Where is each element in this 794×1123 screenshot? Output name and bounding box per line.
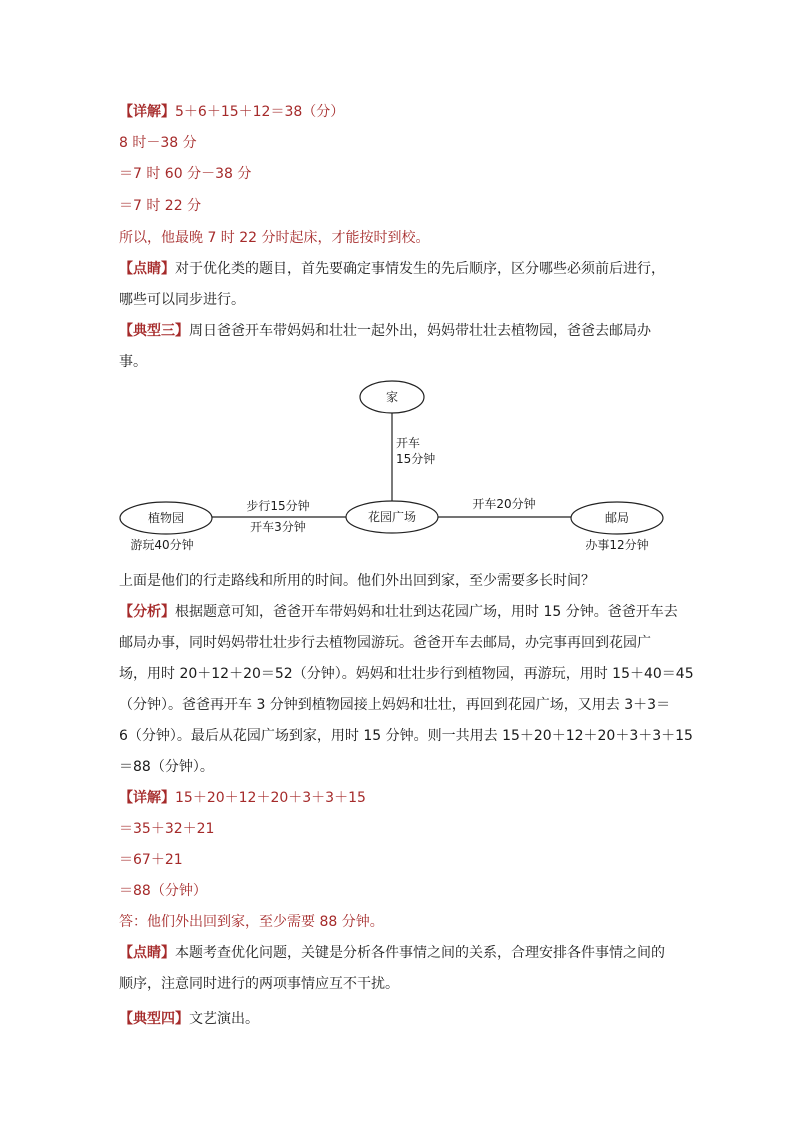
example3-line-1: 【典型三】周日爸爸开车带妈妈和壮壮一起外出，妈妈带壮壮去植物园，爸爸去邮局办 xyxy=(119,323,651,339)
home-drive-label: 开车 xyxy=(396,436,421,450)
garden-square-label: 花园广场 xyxy=(367,510,417,524)
example3-line-2: 事。 xyxy=(119,354,147,370)
tip2-line-2: 顺序，注意同时进行的两项事情应互不干扰。 xyxy=(119,976,399,992)
tip2-tag: 【点睛】 xyxy=(119,945,175,961)
analysis-line-3: 场，用时 20＋12＋20＝52（分钟）。妈妈和壮壮步行到植物园，再游玩，用时 15＋40＝45 xyxy=(119,666,694,682)
detail2-line-1: 【详解】15＋20＋12＋20＋3＋3＋15 xyxy=(119,790,366,806)
detail2-answer: 答：他们外出回到家，至少需要 88 分钟。 xyxy=(119,914,384,930)
botanical-garden-label: 植物园 xyxy=(147,511,185,525)
detail-line-1: 【详解】5＋6＋15＋12＝38（分） xyxy=(119,104,345,120)
example4-line: 【典型四】文艺演出。 xyxy=(119,1011,259,1027)
tip2-line-1: 【点睛】本题考查优化问题，关键是分析各件事情之间的关系，合理安排各件事情之间的 xyxy=(119,945,665,961)
drive3-label: 开车3分钟 xyxy=(250,520,306,534)
post-office-label: 邮局 xyxy=(604,511,630,525)
drive20-label: 开车20分钟 xyxy=(472,497,536,511)
walk-label: 步行15分钟 xyxy=(246,499,310,513)
analysis-line-4: （分钟）。爸爸再开车 3 分钟到植物园接上妈妈和壮壮，再回到花园广场，又用去 3＋3＝ xyxy=(119,697,671,713)
analysis-tag: 【分析】 xyxy=(119,604,175,620)
detail-line-3: ＝7 时 60 分－38 分 xyxy=(119,166,252,182)
tip-tag: 【点睛】 xyxy=(119,261,175,277)
answer-line: 所以，他最晚 7 时 22 分时起床，才能按时到校。 xyxy=(119,230,430,246)
question-line: 上面是他们的行走路线和所用的时间。他们外出回到家，至少需要多长时间？ xyxy=(119,573,595,589)
detail-line-2: 8 时－38 分 xyxy=(119,135,197,151)
detail-tag: 【详解】 xyxy=(119,104,175,120)
analysis-line-6: ＝88（分钟）。 xyxy=(119,759,214,775)
detail2-line-3: ＝67＋21 xyxy=(119,852,183,868)
detail2-tag: 【详解】 xyxy=(119,790,175,806)
detail2-line-4: ＝88（分钟） xyxy=(119,883,207,899)
example3-tag: 【典型三】 xyxy=(119,323,189,339)
analysis-line-2: 邮局办事，同时妈妈带壮壮步行去植物园游玩。爸爸开车去邮局，办完事再回到花园广 xyxy=(119,635,651,651)
play-time-label: 游玩40分钟 xyxy=(130,538,194,552)
tip-line-1: 【点睛】对于优化类的题目，首先要确定事情发生的先后顺序，区分哪些必须前后进行， xyxy=(119,261,665,277)
home-time-label: 15分钟 xyxy=(396,452,436,466)
errand-time-label: 办事12分钟 xyxy=(585,538,649,552)
detail2-line-2: ＝35＋32＋21 xyxy=(119,821,215,837)
home-label: 家 xyxy=(385,390,399,404)
analysis-line-5: 6（分钟）。最后从花园广场到家，用时 15 分钟。则一共用去 15＋20＋12＋20＋3＋3＋15 xyxy=(119,728,693,744)
detail-line-4: ＝7 时 22 分 xyxy=(119,198,202,214)
analysis-line-1: 【分析】根据题意可知，爸爸开车带妈妈和壮壮到达花园广场，用时 15 分钟。爸爸开车去 xyxy=(119,604,678,620)
example4-tag: 【典型四】 xyxy=(119,1011,189,1027)
tip-line-2: 哪些可以同步进行。 xyxy=(119,292,245,308)
